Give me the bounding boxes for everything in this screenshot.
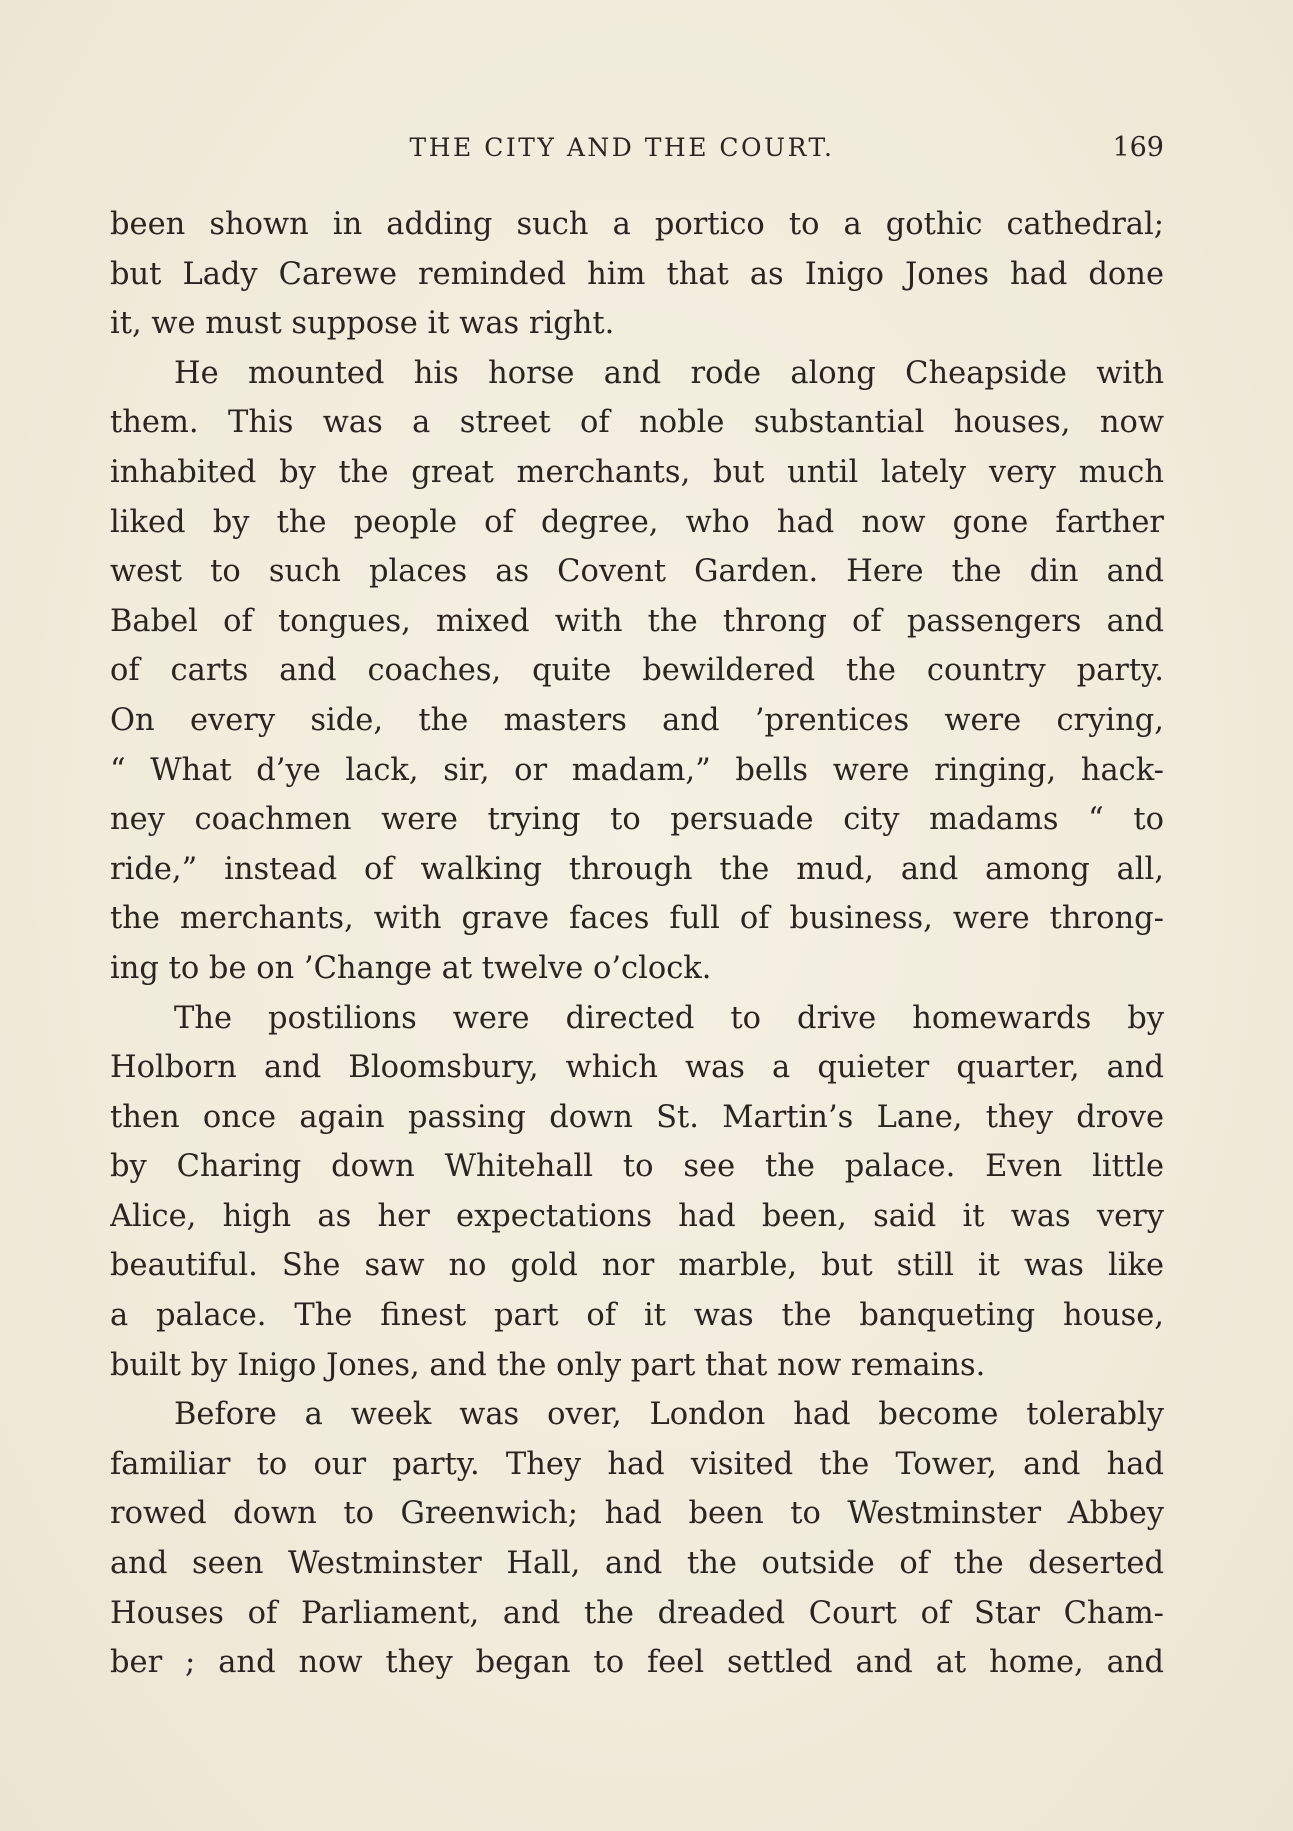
text-line: it, we must suppose it was right. <box>110 306 615 342</box>
text-line: inhabited by the great merchants, but until lately very much <box>110 454 1164 490</box>
text-line: liked by the people of degree, who had now gone farther <box>110 504 1164 540</box>
text-line: west to such places as Covent Garden. Here the din and <box>110 554 1164 590</box>
text-line: “ What d’ye lack, sir, or madam,” bells were ringing, hack- <box>110 752 1164 788</box>
text-line: built by Inigo Jones, and the only part that now remains. <box>110 1347 986 1383</box>
text-line: The postilions were directed to drive homewards by <box>174 1000 1164 1036</box>
text-line: Babel of tongues, mixed with the throng of passengers and <box>110 603 1164 639</box>
running-head <box>110 128 1164 168</box>
text-line: He mounted his horse and rode along Cheapside with <box>174 355 1164 391</box>
text-line: ing to be on ’Change at twelve o’clock. <box>110 950 712 986</box>
text-line: beautiful. She saw no gold nor marble, but still it was like <box>110 1248 1164 1284</box>
text-line: Holborn and Bloomsbury, which was a quieter quarter, and <box>110 1050 1164 1086</box>
text-line: and seen Westminster Hall, and the outside of the deserted <box>110 1546 1164 1582</box>
text-line: ride,” instead of walking through the mud, and among all, <box>110 851 1164 887</box>
text-line: Alice, high as her expectations had been, said it was very <box>110 1198 1164 1234</box>
running-title: THE CITY AND THE COURT. <box>409 133 835 162</box>
body-text <box>110 200 1164 1688</box>
text-line: then once again passing down St. Martin’s Lane, they drove <box>110 1099 1164 1135</box>
text-line: of carts and coaches, quite bewildered the country party. <box>110 653 1164 689</box>
text-line: them. This was a street of noble substantial houses, now <box>110 405 1164 441</box>
text-line: On every side, the masters and ’prentices were crying, <box>110 702 1164 738</box>
text-line: ber ; and now they began to feel settled and at home, and <box>110 1645 1164 1681</box>
text-line: rowed down to Greenwich; had been to Westminster Abbey <box>110 1496 1164 1532</box>
text-line: been shown in adding such a portico to a gothic cathedral; <box>110 207 1164 242</box>
text-line: by Charing down Whitehall to see the palace. Even little <box>110 1149 1164 1185</box>
text-line: ney coachmen were trying to persuade city madams “ to <box>110 802 1164 838</box>
text-line: familiar to our party. They had visited the Tower, and had <box>110 1446 1164 1482</box>
page-number: 169 <box>1112 132 1164 163</box>
text-line: a palace. The finest part of it was the banqueting house, <box>110 1298 1164 1334</box>
text-line: Before a week was over, London had become tolerably <box>174 1397 1164 1433</box>
text-line: Houses of Parliament, and the dreaded Court of Star Cham- <box>110 1595 1164 1631</box>
text-line: the merchants, with grave faces full of business, were throng- <box>110 901 1164 937</box>
text-line: but Lady Carewe reminded him that as Inigo Jones had done <box>110 256 1164 292</box>
